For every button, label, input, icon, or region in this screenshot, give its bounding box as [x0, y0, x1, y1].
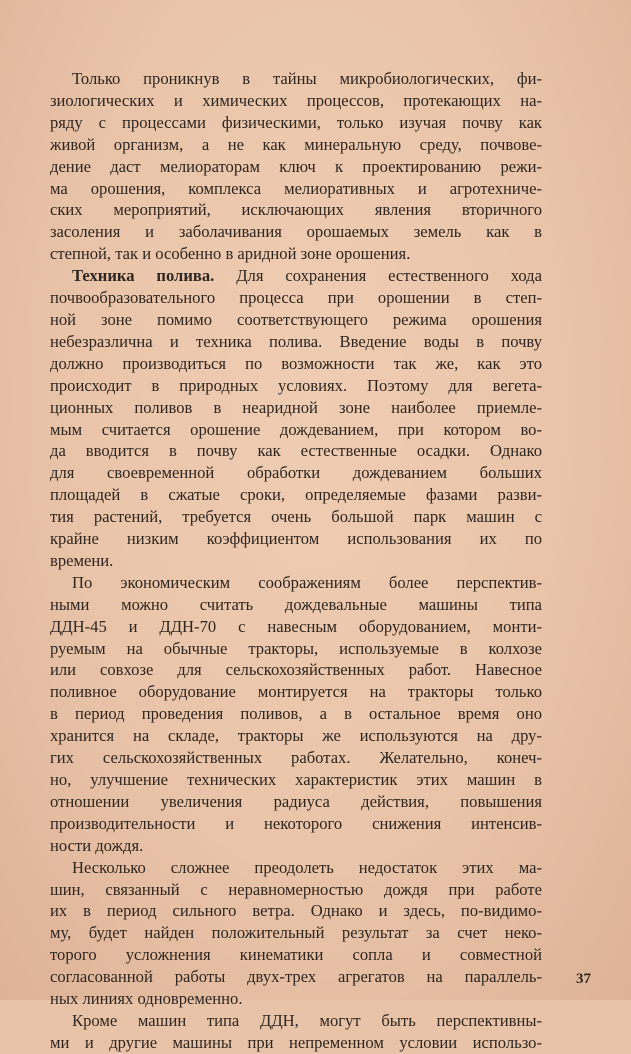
text-line: степной, так и особенно в аридной зоне орошения. — [50, 244, 411, 264]
text-line: но, улучшение технических характеристик этих машин в — [50, 770, 542, 789]
text-line: хранится на складе, тракторы же используются на дру- — [50, 726, 542, 746]
text-line — [50, 265, 542, 287]
paragraph — [50, 857, 542, 1010]
text-line: ной зоне помимо соответствующего режима орошения — [50, 309, 542, 329]
text-line: зиологических и химических процессов, протекающих на- — [50, 90, 542, 110]
text-line: в период проведения поливов, а в остальное время оно — [50, 704, 542, 724]
text-line: ционных поливов в неаридной зоне наиболее приемле- — [50, 397, 542, 417]
page-number: 37 — [576, 971, 591, 987]
text-line: руемым на обычные тракторы, используемые в колхозе — [50, 638, 542, 658]
paragraph — [50, 1010, 542, 1054]
text-line: засоления и заболачивания орошаемых земель как в — [50, 222, 542, 242]
text-line: согласованной работы двух-трех агрегатов на параллель- — [50, 967, 542, 987]
text-line: ских мероприятий, исключающих явления вторичного — [50, 200, 542, 220]
section-heading: Техника полива. — [72, 266, 215, 286]
text-line: отношении увеличения радиуса действия, повышения — [50, 791, 542, 811]
text-line: дение даст мелиораторам ключ к проектированию режи- — [50, 156, 542, 176]
paragraph — [50, 265, 542, 572]
text-line: их в период сильного ветра. Однако и здесь, по-видимо- — [50, 901, 542, 921]
paragraph — [50, 68, 542, 265]
text-line: По экономическим соображениям более перспектив- — [72, 572, 542, 592]
text-line: крайне низким коэффициентом использования их по — [50, 529, 542, 549]
text-line: должно производиться по возможности так же, как это — [50, 353, 542, 373]
text-line: времени. — [50, 550, 114, 570]
text-line: Кроме машин типа ДДН, могут быть перспективны- — [72, 1010, 542, 1030]
text-line: производительности и некоторого снижения интенсив- — [50, 813, 542, 833]
text-line: ма орошения, комплекса мелиоративных и агротехниче- — [50, 178, 542, 198]
text-line: гих сельскохозяйственных работах. Желательно, конеч- — [50, 748, 542, 768]
text-line: небезразлична и техника полива. Введение воды в почву — [50, 331, 542, 351]
text-line: живой организм, а не как минеральную среду, почвове- — [50, 134, 542, 154]
text-line: мым считается орошение дождеванием, при котором во- — [50, 419, 542, 439]
text-line: площадей в сжатые сроки, определяемые фазами разви- — [50, 485, 542, 505]
text-line: ными можно считать дождевальные машины типа — [50, 594, 542, 614]
text-line: му, будет найден положительный результат за счет неко- — [50, 923, 542, 943]
text-line: Несколько сложнее преодолеть недостаток этих ма- — [72, 857, 542, 877]
text-line: да вводится в почву как естественные осадки. Однако — [50, 441, 542, 461]
body-text — [50, 68, 542, 1054]
text-line: или совхозе для сельскохозяйственных работ. Навесное — [50, 660, 542, 680]
text-line: тия растений, требуется очень большой парк машин с — [50, 507, 542, 527]
text-line: для своевременной обработки дождеванием больших — [50, 463, 542, 483]
paragraph — [50, 572, 542, 857]
text-line: почвообразовательного процесса при орошении в степ- — [50, 288, 542, 308]
text-line: ности дождя. — [50, 835, 144, 855]
text-run: Для сохранения естественного хода — [214, 266, 542, 286]
text-line: ми и другие машины при непременном условии использо- — [50, 1032, 542, 1052]
text-line: Только проникнув в тайны микробиологических, фи- — [72, 69, 542, 88]
text-line: торого усложнения кинематики сопла и совместной — [50, 945, 542, 965]
text-line: ряду с процессами физическими, только изучая почву как — [50, 112, 542, 132]
text-line: шин, связанный с неравномерностью дождя при работе — [50, 879, 542, 899]
text-line: ДДН-45 и ДДН-70 с навесным оборудованием, монти- — [50, 616, 542, 636]
text-line: поливное оборудование монтируется на тракторы только — [50, 682, 542, 702]
text-line: происходит в природных условиях. Поэтому для вегета- — [50, 375, 542, 395]
text-line: ных линиях одновременно. — [50, 989, 243, 1009]
